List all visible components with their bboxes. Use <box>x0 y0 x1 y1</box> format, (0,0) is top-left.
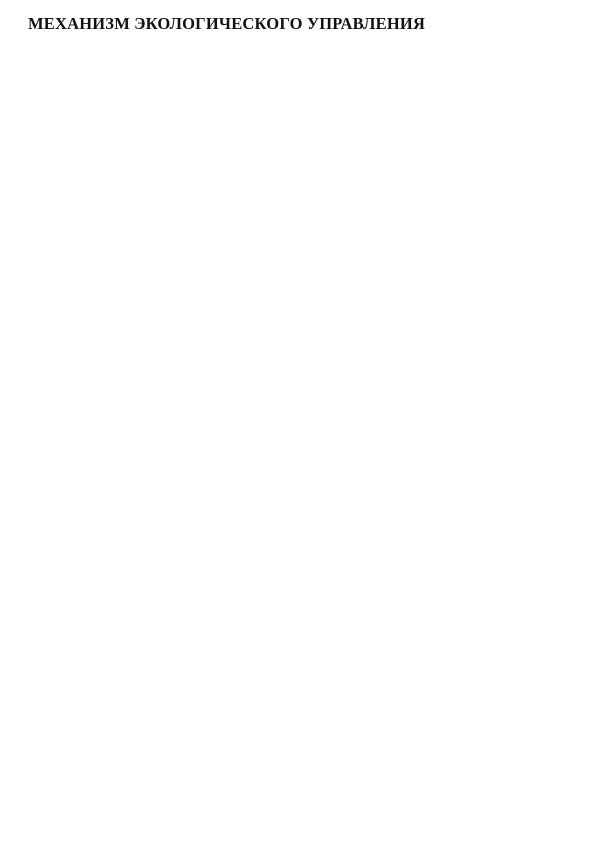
section-heading: МЕХАНИЗМ ЭКОЛОГИЧЕСКОГО УПРАВЛЕНИЯ <box>28 14 426 33</box>
